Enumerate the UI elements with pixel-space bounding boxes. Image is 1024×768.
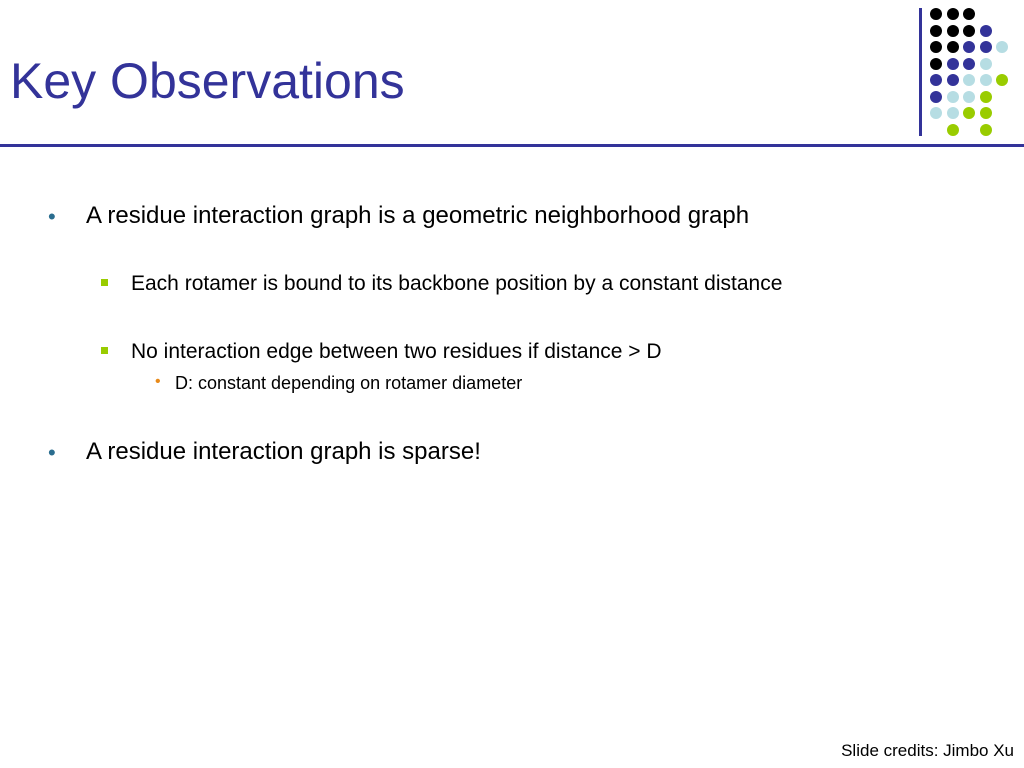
bullet-dot-icon: • — [155, 373, 161, 390]
bullet-dot-icon: • — [48, 204, 56, 229]
decorative-dot — [996, 74, 1008, 86]
slide-credits: Slide credits: Jimbo Xu — [841, 741, 1014, 760]
decorative-dot — [980, 25, 992, 37]
decorative-dot — [980, 107, 992, 119]
decorative-dot — [947, 74, 959, 86]
decorative-dot — [947, 91, 959, 103]
slide-title: Key Observations — [10, 53, 405, 109]
decorative-dot — [947, 8, 959, 20]
bullet-text: Each rotamer is bound to its backbone position by a constant distance — [131, 272, 783, 295]
decorative-dot — [963, 107, 975, 119]
decorative-dot — [980, 41, 992, 53]
decorative-dot — [930, 107, 942, 119]
decorative-dot — [930, 91, 942, 103]
decorative-dot — [947, 25, 959, 37]
bullet-text: A residue interaction graph is a geometric neighborhood graph — [86, 202, 750, 229]
decorative-dot — [963, 74, 975, 86]
decorative-dot — [930, 25, 942, 37]
decorative-dot — [930, 8, 942, 20]
decorative-dot — [930, 58, 942, 70]
decorative-dot — [980, 91, 992, 103]
bullet-text: A residue interaction graph is sparse! — [86, 438, 481, 465]
decorative-dot — [947, 41, 959, 53]
decorative-dot — [963, 25, 975, 37]
decorative-dot — [947, 58, 959, 70]
decorative-dot — [963, 91, 975, 103]
decorative-dot — [930, 74, 942, 86]
title-underline — [0, 144, 1024, 147]
bullet-square-icon — [101, 279, 108, 286]
decorative-dot — [980, 124, 992, 136]
decorative-dot — [947, 107, 959, 119]
decorative-dot — [930, 41, 942, 53]
bullet-square-icon — [101, 347, 108, 354]
decorative-dot — [980, 58, 992, 70]
bullet-text: D: constant depending on rotamer diameter — [175, 373, 523, 393]
decorative-dot — [963, 58, 975, 70]
decorative-dot — [963, 8, 975, 20]
bullet-dot-icon: • — [48, 440, 56, 465]
decorative-dot — [947, 124, 959, 136]
decorative-dot — [980, 74, 992, 86]
header-vertical-rule — [919, 8, 922, 136]
decorative-dot — [963, 41, 975, 53]
decorative-dot — [996, 41, 1008, 53]
bullet-text: No interaction edge between two residues if distance > D — [131, 340, 662, 363]
